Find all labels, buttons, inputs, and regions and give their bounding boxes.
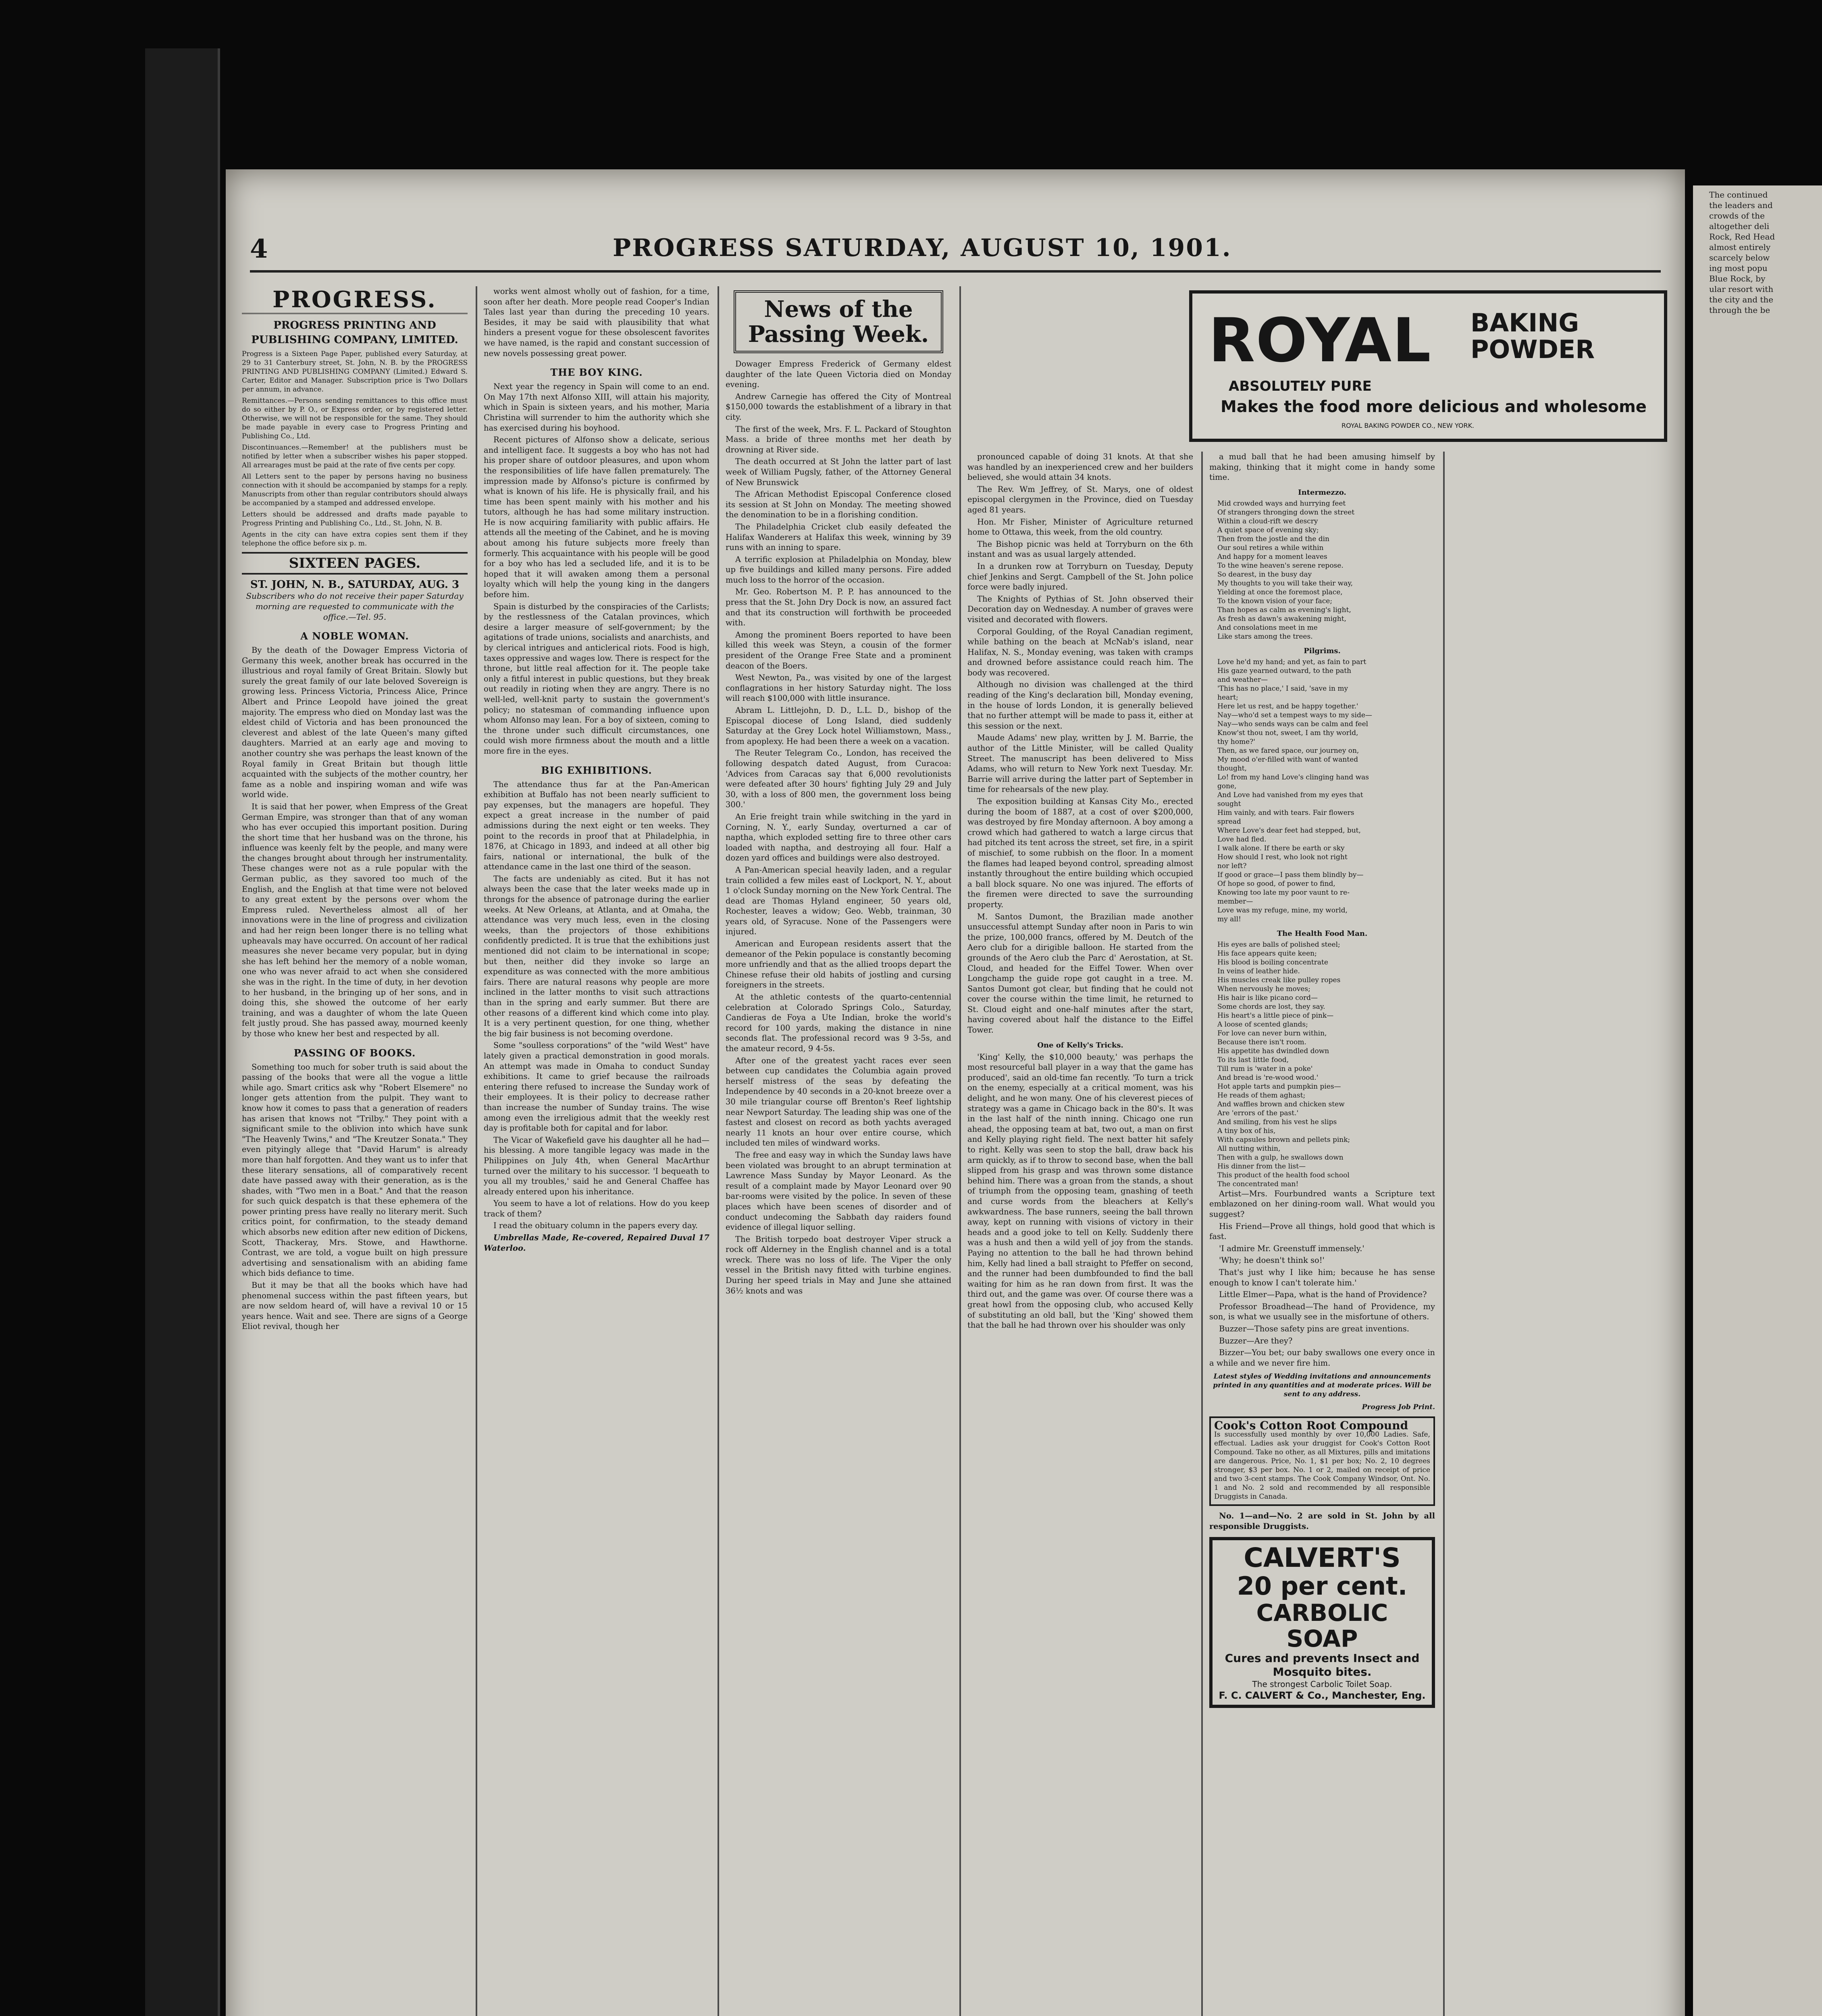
poem-line: Are 'errors of the past.'	[1217, 1109, 1299, 1117]
news-item: Mr. Geo. Robertson M. P. P. has announced to the press that the St. John Dry Dock is now, an assured fact and that its construction will forthwith be proceeded with.	[726, 587, 951, 628]
poem-line: With capsules brown and pellets pink;	[1217, 1135, 1350, 1144]
column-rule	[1443, 452, 1445, 2016]
ad-brand: CALVERT'S	[1244, 1542, 1401, 1574]
news-item: The first of the week, Mrs. F. L. Packard of Stoughton Mass. a bride of three months met her death by drowning at River side.	[726, 424, 951, 454]
notice: Remittances.—Persons sending remittances to this office must do so either by P. O., or Express order, or by registered letter. Otherwise, we will not be responsible for the same. They should be made payable in every case to Progress Printing and Publishing Co., Ltd.	[242, 397, 468, 440]
poem-line: Then from the jostle and the din	[1217, 535, 1329, 543]
poem-line: And Love had vanished from my eyes that	[1217, 791, 1363, 799]
news-item: The exposition building at Kansas City Mo., erected during the boom of 1887, at a cost of over $200,000, was destroyed by fire Monday afternoon. A boy among a crowd which had gathered to watch a large circus that had pitched its tent across the street, set fire, in a spirit of mischief, to some rubbish on the floor. In a moment the flames had leaped beyond control, spreading almost instantly throughout the entire building which occupied a ball block square. No one was injured. The efforts of the firemen were directed to save the surrounding property.	[967, 797, 1193, 909]
poem-line: Because there isn't room.	[1217, 1038, 1306, 1046]
article-heading: PASSING OF BOOKS.	[293, 1047, 416, 1059]
article-paragraph: The facts are undeniably as cited. But it has not always been the case that the later weeks made up in throngs for the absence of patronage during the earlier weeks. At New Orleans, at Atlanta, and at Omaha, the attendance was very much less, even in the closing weeks, than the projectors of those exhibitions confidently predicted. It is true that the exhibitions just mentioned did not claim to be international in scope; but then, neither did they invoke so large an expenditure as was connected with the more ambitious fairs. There are natural reasons why people are more inclined in the latter months to visit such attractions than in the spring and early summer. But there are other reasons of a different kind which come into play. It is a very pertinent question, for one thing, whether the big fair business is not becoming overdone.	[484, 874, 709, 1038]
poem-line: To the known vision of your face;	[1217, 597, 1333, 605]
news-item: pronounced capable of doing 31 knots. At that she was handled by an inexperienced crew and her builders believed, she would attain 34 knots.	[967, 452, 1193, 482]
adjacent-page-line: Rock, Red Head	[1709, 232, 1775, 242]
notice: Letters should be addressed and drafts made payable to Progress Printing and Publishing Co., Ltd., St. John, N. B.	[242, 510, 468, 527]
poem-line: His hair is like picano cord—	[1217, 993, 1318, 1002]
news-item: At the athletic contests of the quarto-centennial celebration at Colorado Springs Colo., Saturday, Candieras de Foya a Ute Indian, broke the world's record for 100 yards, making the distance in nine seconds flat. The professional record was 9 3-5s, and the amateur record, 9 4-5s.	[726, 992, 951, 1053]
news-item: The Reuter Telegram Co., London, has received the following despatch dated August, from Curacoa: 'Advices from Caracas say that 6,000 revolutionists were defeated after 30 hours' fighting July 29 and July 30, with a loss of 800 men, the government loss being 300.'	[726, 748, 951, 810]
poem-line: His heart's a little piece of pink—	[1217, 1011, 1334, 1020]
news-item: The death occurred at St John the latter part of last week of William Pugsly, father, of the Attorney General of New Brunswick	[726, 457, 951, 487]
poem-line: Nay—who sends ways can be calm and feel	[1217, 720, 1369, 728]
newspaper-page	[226, 169, 1685, 2016]
adjacent-page-line: The continued	[1709, 190, 1768, 200]
adjacent-page-line: crowds of the	[1709, 211, 1765, 221]
poem-line: gone,	[1217, 782, 1237, 790]
ad-strength: 20 per cent.	[1237, 1571, 1408, 1601]
poem-line: Yielding at once the foremost place,	[1217, 588, 1343, 596]
adjacent-page-line: almost entirely	[1709, 242, 1771, 252]
ad-company: ROYAL BAKING POWDER CO., NEW YORK.	[1342, 422, 1475, 429]
poem-heading: Pilgrims.	[1304, 646, 1341, 655]
cook-compound-ad	[1209, 1416, 1435, 1506]
news-item: After one of the greatest yacht races ever seen between cup candidates the Columbia again proved herself mistress of the seas by defeating the Independence by 40 seconds in a 20-knot breeze over a 30 mile triangular course off Brenton's Reef lightship near Newport Saturday. The leading ship was one of the fastest and closest on record as both yachts averaged nearly 11 knots an hour over entire course, which included ten miles of windward works.	[726, 1056, 951, 1148]
ad-note: No. 1—and—No. 2 are sold in St. John by all responsible Druggists.	[1209, 1511, 1435, 1531]
column-rule	[718, 286, 719, 2016]
article-paragraph: The Vicar of Wakefield gave his daughter all he had—his blessing. A more tangible legacy was made in the Philippines on July 4th, when General MacArthur turned over the military to his successor. 'I bequeath to you all my troubles,' said he and General Chaffee has already entered upon his inheritance.	[484, 1135, 709, 1196]
article-paragraph: I read the obituary column in the papers every day.	[493, 1221, 698, 1231]
ad-product	[1470, 310, 1595, 363]
news-item: A Pan-American special heavily laden, and a regular train collided a few miles east of Lockport, N. Y., about 1 o'clock Sunday morning on the New York Central. The dead are Thomas Hyland engineer, 50 years old, Rochester, leaves a widow; Geo. Webb, trainman, 30 years old, of Syracuse. None of the Passengers were injured.	[726, 865, 951, 937]
adjacent-page-text	[1693, 185, 1822, 315]
article-paragraph: The attendance thus far at the Pan-American exhibition at Buffalo has not been nearly sufficient to pay expenses, but the managers are hopeful. They expect a great increase in the number of paid admissions during the next eight or ten weeks. They point to the records in proof that at Philadelphia, in 1876, at Chicago in 1893, and indeed at all other big fairs, national or international, the bulk of the attendance came in the last one third of the season.	[484, 779, 709, 872]
adjacent-page-line: ular resort with	[1709, 284, 1774, 294]
poem-line: His muscles creak like pulley ropes	[1217, 976, 1341, 984]
article-paragraph: But it may be that all the books which have had phenomenal success within the past fifteen years, but are now seldom heard of, will have a revival 10 or 15 years hence. Wait and see. There are signs of a George Eliot revival, though her	[242, 1281, 468, 1331]
news-item: The British torpedo boat destroyer Viper struck a rock off Alderney in the English channel and is a total wreck. There was no loss of life. The Viper the only vessel in the British navy fitted with turbine engines. During her speed trials in May and June she attained 36½ knots and was	[726, 1234, 951, 1295]
notice: Agents in the city can have extra copies sent them if they telephone the office before six p. m.	[242, 531, 468, 548]
poem-line: When nervously he moves;	[1217, 985, 1310, 993]
adjacent-page-line: through the be	[1709, 305, 1770, 315]
poem-line: All nutting within,	[1217, 1144, 1281, 1153]
film-edge	[145, 48, 220, 2016]
poem-line: Within a cloud-rift we descry	[1217, 517, 1318, 525]
poem-line: Knowing too late my poor vaunt to re-	[1217, 888, 1350, 897]
article-heading: One of Kelly's Tricks.	[1037, 1041, 1123, 1050]
poem-line: A tiny box of his,	[1217, 1127, 1276, 1135]
adjacent-page-line: Blue Rock, by	[1709, 274, 1766, 283]
article-paragraph: Spain is disturbed by the conspiracies of the Carlists; by the restlessness of the Catalan provinces, which desire a larger measure of self-government; by the agitations of trade unions, socialists and anarchists, and by clerical intrigues and anticlerical riots. Food is high, taxes oppressive and wages low. There is respect for the throne, but little real affection for it. The people take only a fitful interest in public questions, but they break out readily in rioting when they are angry. There is no well-led, well-knit party to sustain the government's policy; no statesman of commanding influence upon whom Alfonso may lean. For a boy of sixteen, coming to the throne under such difficult circumstances, one could wish more firmness about the mouth and a little more fire in the eyes.	[484, 602, 709, 756]
poem-line: Some chords are lost, they say.	[1217, 1002, 1325, 1011]
joke: Artist—Mrs. Fourbundred wants a Scripture text emblazoned on her dining-room wall. What would you suggest?	[1209, 1189, 1435, 1219]
column-4	[967, 452, 1193, 2016]
adjacent-page-line: altogether deli	[1709, 221, 1770, 231]
ad-claim: Cures and prevents Insect and Mosquito bites.	[1225, 1652, 1420, 1679]
poem-line: In veins of leather hide.	[1217, 967, 1300, 975]
article-paragraph: You seem to have a lot of relations. How do you keep track of them?	[484, 1199, 709, 1218]
poem-line: The concentrated man!	[1217, 1180, 1299, 1188]
poem-line: I walk alone. If there be earth or sky	[1217, 844, 1345, 852]
poem-line: If good or grace—I pass them blindly by—	[1217, 871, 1364, 879]
poem-line: Love had fled.	[1217, 835, 1267, 843]
poem-line: Here let us rest, and be happy together.'	[1217, 702, 1358, 710]
poem-line: Love he'd my hand; and yet, as fain to part	[1217, 658, 1366, 666]
adjacent-page-edge	[1693, 185, 1822, 2016]
news-item: Maude Adams' new play, written by J. M. Barrie, the author of the Little Minister, will be called Quality Street. The manuscript has been delivered to Miss Adams, who will return to New York next Tuesday. Mr. Barrie will arrive during the latter part of September in time for rehearsals of the new play.	[967, 733, 1193, 794]
poem-line: Then, as we fared space, our journey on,	[1217, 746, 1359, 755]
poem-line: Of hope so good, of power to find,	[1217, 879, 1335, 888]
poem	[1217, 658, 1435, 924]
column-3	[726, 286, 951, 2016]
poem-line: Lo! from my hand Love's clinging hand was	[1217, 773, 1369, 781]
publisher-name: PROGRESS PRINTING AND PUBLISHING COMPANY, LIMITED.	[251, 319, 458, 346]
poem-line: Hot apple tarts and pumpkin pies—	[1217, 1082, 1341, 1091]
poem-line: His appetite has dwindled down	[1217, 1047, 1329, 1055]
poem-line: Till rum is 'water in a poke'	[1217, 1064, 1313, 1073]
news-item: The Knights of Pythias of St. John observed their Decoration day on Wednesday. A number of graves were visited and decorated with flowers.	[967, 594, 1193, 624]
poem-line: For love can never burn within,	[1217, 1029, 1327, 1037]
ad-product-line: BAKING	[1470, 308, 1579, 337]
poem-line: And waffles brown and chicken stew	[1217, 1100, 1345, 1108]
news-item: The free and easy way in which the Sunday laws have been violated was brought to an abrupt termination at Lawrence Mass Sunday by Mayor Leonard. As the result of a complaint made by Mayor Leonard over 90 bar-rooms were visited by the police. In seven of these places which have been scenes of disorder and of conduct undecoming the Sabbath day raiders found evidence of illegal liquor selling.	[726, 1150, 951, 1232]
ad-product: SOAP	[1286, 1625, 1358, 1653]
poem-heading: Intermezzo.	[1298, 488, 1346, 497]
news-item: The Philadelphia Cricket club easily defeated the Halifax Wanderers at Halifax this week, winning by 39 runs with an inning to spare.	[726, 522, 951, 552]
poem-line: my all!	[1217, 915, 1241, 923]
ad-signature: Progress Job Print.	[1362, 1403, 1435, 1412]
poem-line: And bread is 're-wood wood.'	[1217, 1073, 1319, 1082]
page-number: 4	[250, 234, 268, 264]
adjacent-page-line: the city and the	[1709, 295, 1774, 304]
classified-ad: Umbrellas Made, Re-covered, Repaired Duval 17 Waterloo.	[484, 1233, 709, 1253]
column-1	[242, 286, 468, 2016]
article-heading: A NOBLE WOMAN.	[300, 630, 409, 642]
poem-line: thy home?'	[1217, 737, 1255, 746]
article-paragraph: Something too much for sober truth is said about the passing of the books that were all the vogue a little while ago. Smart critics ask why "Robert Elsemere" no longer gets attention from the pulpit. They want to know how it comes to pass that a generation of readers has arisen that knows not "Trilby." They point with a significant smile to the oblivion into which have sunk "The Heavenly Twins," and "The Kreutzer Sonata." They even pityingly allege that "David Harum" is already more than half forgotten. And they want us to infer that these literary sensations, all of comparatively recent date have passed away with their generation, as is the shades, with "Two men in a Boat." And that the reason for such quick despatch is that these ephemera of the power printing press have really no literary merit. Such critics point, for confirmation, to the steady demand which absorbs new edition after new edition of Dickens, Scott, Thackeray, Mrs. Stowe, and Hawthorne. Contrast, we are told, a vogue built on high pressure advertising and sensationalism with an abiding fame which bids defiance to time.	[242, 1062, 468, 1278]
poem	[1217, 940, 1435, 1189]
poem-line: His face appears quite keen;	[1217, 949, 1317, 958]
poem-line: Know'st thou not, sweet, I am thy world,	[1217, 729, 1358, 737]
ad-maker: F. C. CALVERT & Co., Manchester, Eng.	[1219, 1690, 1426, 1702]
calvert-soap-ad	[1209, 1537, 1435, 1708]
poem-line: As fresh as dawn's awakening might,	[1217, 614, 1346, 623]
poem-line: To the wine heaven's serene repose.	[1217, 561, 1344, 570]
ad-brand: ROYAL	[1208, 306, 1432, 376]
poem-line: His blood is boiling concentrate	[1217, 958, 1328, 966]
notice: Discontinuances.—Remember! at the publishers must be notified by letter when a subscriber wishes his paper stopped. All arrearages must be paid at the rate of five cents per copy.	[242, 444, 468, 469]
poem-line: My thoughts to you will take their way,	[1217, 579, 1353, 587]
poem-line: And happy for a moment leaves	[1217, 552, 1327, 561]
news-item: In a drunken row at Torryburn on Tuesday, Deputy chief Jenkins and Sergt. Campbell of the St. John police force were badly injured.	[967, 561, 1193, 592]
page-title: PROGRESS SATURDAY, AUGUST 10, 1901.	[613, 234, 1232, 262]
joke: His Friend—Prove all things, hold good that which is fast.	[1209, 1221, 1435, 1241]
news-item: Andrew Carnegie has offered the City of Montreal $150,000 towards the establishment of a library in that city.	[726, 392, 951, 422]
column-2	[484, 286, 709, 2016]
poem-line: heart;	[1217, 693, 1238, 702]
poem-line: Where Love's dear feet had stepped, but,	[1217, 826, 1361, 835]
poem-line: 'This has no place,' I said, 'save in my	[1217, 684, 1348, 693]
poem-line: And smiling, from his vest he slips	[1217, 1118, 1337, 1126]
news-item: M. Santos Dumont, the Brazilian made another unsuccessful attempt Sunday after noon in Paris to win the prize, 100,000 francs, offered by M. Deutch of the Aero club for a dirigible balloon. He started from the grounds of the Aero club the Parc d' Aerostation, at St. Cloud, and headed for the Eiffel Tower. When over Longchamp the guide rope got caught in a tree. M. Santos Dumont got clear, but finding that he could not cover the course within the time limit, he returned to St. Cloud eight and one-half minutes after the start, having covered about half the distance to the Eiffel Tower.	[967, 912, 1193, 1035]
poem-line: To its last little food,	[1217, 1056, 1289, 1064]
poem-line: His eyes are balls of polished steel;	[1217, 940, 1340, 949]
news-item: The African Methodist Episcopal Conference closed its session at St John on Monday. The meeting showed the denomination to be in a florishing condition.	[726, 489, 951, 520]
poem-line: spread	[1217, 817, 1241, 826]
article-paragraph: Next year the regency in Spain will come to an end. On May 17th next Alfonso XIII, will attain his majority, which in Spain is sixteen years, and his mother, Maria Christina will surrender to him the authority which she has exercised during his boyhood.	[484, 382, 709, 433]
poem-line: Mid crowded ways and hurrying feet	[1217, 499, 1346, 508]
column-5	[1209, 452, 1435, 2016]
poem-line: sought	[1217, 800, 1241, 808]
ad-product: CARBOLIC	[1256, 1599, 1388, 1627]
royal-baking-powder-ad	[1189, 290, 1667, 442]
ad-subtitle: ABSOLUTELY PURE	[1229, 378, 1372, 394]
poem-line: nor left?	[1217, 862, 1247, 870]
column-rule	[1201, 452, 1203, 2016]
article-paragraph: 'King' Kelly, the $10,000 beauty,' was perhaps the most resourceful ball player in a way that the game has produced', said an old-time fan recently. 'To turn a trick on the enemy, especially at a critical moment, was his delight, and he won many. One of his cleverest pieces of strategy was a game in Chicago back in the 80's. It was in the last half of the ninth inning. Chicago one run ahead, the opposing team at bat, two out, a man on first and Kelly playing right field. The next batter hit safely to right. Kelly was seen to stop the ball, draw back his arm quickly, as if to throw to second base, when the ball slipped from his grasp and was thrown some distance behind him. There was a groan from the stands, a shout of triumph from the opposing team, gnashing of teeth and curse words from the bleachers at Kelly's awkwardness. The base runners, seeing the ball thrown away, kept on running with visions of victory in their heads and a good joke to tell on Kelly. Suddenly there was a hush and then a wild yell of joy from the stands. Paying no attention to the ball he had thrown behind him, Kelly had lined a ball straight to Pfeffer on second, and the runner had been dumbfounded to find the ball waiting for him as he ran down from first. It was the third out, and the game was over. Of course there was a great howl from the opposing club, who accused Kelly of substituting an old ball, but the 'King' showed them that the ball he had thrown over his shoulder was only	[967, 1052, 1193, 1330]
page-header	[250, 234, 1661, 273]
poem-line: Nay—who'd set a tempest ways to my side—	[1217, 711, 1372, 719]
news-item: Abram L. Littlejohn, D. D., L.L. D., bishop of the Episcopal diocese of Long Island, died suddenly Saturday at the Grey Lock hotel Williamstown, Mass., from apoplexy. He had been there a week on a vacation.	[726, 706, 951, 746]
news-item: Dowager Empress Frederick of Germany eldest daughter of the late Queen Victoria died on Monday evening.	[726, 359, 951, 389]
poem-line: Then with a gulp, he swallows down	[1217, 1153, 1344, 1162]
news-item: The Rev. Wm Jeffrey, of St. Marys, one of oldest episcopal clergymen in the Province, died on Tuesday aged 81 years.	[967, 484, 1193, 514]
poem-line: Our soul retires a while within	[1217, 544, 1324, 552]
news-box-heading: News of the Passing Week.	[734, 290, 943, 353]
ad-title: Cook's Cotton Root Compound	[1214, 1419, 1408, 1433]
news-item: Corporal Goulding, of the Royal Canadian regiment, while bathing on the beach at McNab's island, near Halifax, N. S., Monday evening, was taken with cramps and drowned before assistance could reach him. The body was recovered.	[967, 627, 1193, 677]
news-item: The Bishop picnic was held at Torryburn on the 6th instant and was as usual largely attended.	[967, 539, 1193, 559]
notice: All Letters sent to the paper by persons having no business connection with it should be accompanied by stamps for a reply. Manuscripts from other than regular contributors should always be accompanied by a stamped and addressed envelope.	[242, 473, 468, 507]
ad-product-line: POWDER	[1470, 335, 1595, 364]
poem-line: Love was my refuge, mine, my world,	[1217, 906, 1348, 914]
article-heading: THE BOY KING.	[550, 367, 643, 379]
article-heading: BIG EXHIBITIONS.	[541, 764, 652, 776]
poem-line: His gaze yearned outward, to the path	[1217, 666, 1352, 675]
news-item: American and European residents assert that the demeanor of the Pekin populace is constantly becoming more unfriendly and that as the allied troops depart the Chinese refuse their old habits of jostling and cursing foreigners in the streets.	[726, 939, 951, 990]
column-rule	[476, 286, 477, 2016]
joke: Buzzer—Those safety pins are great inventions.	[1219, 1324, 1409, 1333]
joke: Buzzer—Are they?	[1219, 1336, 1293, 1345]
news-item: A terrific explosion at Philadelphia on Monday, blew up five buildings and killed many persons. Fire added much loss to the horror of the occasion.	[726, 554, 951, 585]
poem-line: My mood o'er-filled with want of wanted	[1217, 755, 1358, 764]
poem-line: His dinner from the list—	[1217, 1162, 1306, 1170]
dateline: ST. JOHN, N. B., SATURDAY, AUG. 3	[250, 579, 460, 591]
poem-line: He reads of them aghast;	[1217, 1091, 1306, 1100]
news-item: West Newton, Pa., was visited by one of the largest conflagrations in her history Saturday night. The loss will reach $100,000 with little insurance.	[726, 673, 951, 703]
poem-line: How should I rest, who look not right	[1217, 853, 1348, 861]
adjacent-page-line: scarcely below	[1709, 253, 1770, 262]
article-paragraph: It is said that her power, when Empress of the Great German Empire, was stronger than that of any woman who has ever occupied this important position. During the short time that her husband was on the throne, his influence was keenly felt by the people, and many were the changes brought about through her instrumentality. These changes were not as a rule popular with the German public, as they savored too much of the English, and the English at that time were not beloved to any great extent by the persons over whom the Empress ruled. Nevertheless almost all of her innovations were in the line of progress and civilization and had her reign been longer there is no telling what upheavals may have occurred. On account of her radical measures she never became very popular, but in dying she has left behind her the memory of a noble woman, one who was never afraid to act when she considered she was in the right. In the time of duty, in her devotion to her husband, in the bringing up of her sons, and in doing this, she showed the outcome of her early training, and was a daughter of whom the late Queen felt justly proud. She has passed away, mourned keenly by those who knew her best and respected by all.	[242, 802, 468, 1038]
poem-line: and weather—	[1217, 675, 1268, 684]
joke: That's just why I like him; because he has sense enough to know I can't tolerate him.'	[1209, 1267, 1435, 1287]
poem-line: Him vainly, and with tears. Fair flowers	[1217, 808, 1354, 817]
article-paragraph: By the death of the Dowager Empress Victoria of Germany this week, another break has occurred in the illustrious and royal family of Great Britain. Slowly but surely the great family of our late beloved Sovereign is growing less. Princess Victoria, Princess Alice, Prince Albert and Prince Leopold have joined the great majority. The empress who died on Monday last was the eldest child of Victoria and has been pronounced the cleverest and ablest of the late Queen's many gifted daughters. Married at an early age and moving to another country she was perhaps the least known of the Royal family in Great Britain but though little acquainted with the subjects of the mother country, her fame as a noble and inspiring woman and wife was world wide.	[242, 646, 468, 800]
article-paragraph: a mud ball that he had been amusing himself by making, thinking that it might come in handy some time.	[1209, 452, 1435, 482]
column-6	[1451, 452, 1677, 2016]
ad-claim: The strongest Carbolic Toilet Soap.	[1252, 1679, 1392, 1689]
poem-line: member—	[1217, 897, 1253, 906]
poem	[1217, 499, 1435, 641]
joke: 'Why; he doesn't think so!'	[1219, 1256, 1325, 1265]
news-item: Hon. Mr Fisher, Minister of Agriculture returned home to Ottawa, this week, from the old country.	[967, 517, 1193, 537]
wedding-invitation-ad: Latest styles of Wedding invitations and announcements printed in any quantities and at moderate prices. Will be sent to any address.	[1213, 1372, 1431, 1399]
notice: Progress is a Sixteen Page Paper, published every Saturday, at 29 to 31 Canterbury street, St. John, N. B. by the PROGRESS PRINTING AND PUBLISHING COMPANY (Limited.) Edward S. Carter, Editor and Manager. Subscription price is Two Dollars per annum, in advance.	[242, 350, 468, 394]
news-item: Although no division was challenged at the third reading of the King's declaration bill, Monday evening, in the house of lords London, it is generally believed that no further attempt will be made to pass it, either at this session or the next.	[967, 680, 1193, 731]
adjacent-page-line: the leaders and	[1709, 200, 1773, 210]
poem-line: Than hopes as calm as evening's light,	[1217, 606, 1351, 614]
joke: Little Elmer—Papa, what is the hand of Providence?	[1219, 1290, 1427, 1300]
adjacent-page-line: ing most popu	[1709, 263, 1768, 273]
poem-line: thought,	[1217, 764, 1247, 773]
ad-slogan: Makes the food more delicious and wholesome	[1221, 398, 1647, 416]
masthead: PROGRESS.	[242, 286, 468, 314]
poem-line: A quiet space of evening sky;	[1217, 526, 1319, 534]
joke: 'I admire Mr. Greenstuff immensely.'	[1219, 1243, 1364, 1253]
poem-heading: The Health Food Man.	[1277, 929, 1368, 938]
poem-line: Of strangers thronging down the street	[1217, 508, 1355, 516]
joke: Bizzer—You bet; our baby swallows one every once in a while and we never fire him.	[1209, 1348, 1435, 1368]
article-paragraph: Recent pictures of Alfonso show a delicate, serious and intelligent face. It suggests a boy who has not had his proper share of outdoor pleasures, and upon whom the responsibilities of life have fallen prematurely. The impression made by Alfonso's picture is confirmed by what is known of his life. He is physically frail, and his time has been spent mainly with his mother and his tutors, although he has had some military instruction. He is now acquiring familiarity with public affairs. He attends all the meeting of the Cabinet, and he is moving about among his future subjects more freely than formerly. This acquaintance with his people will be good for a boy who has led a secluded life, and it is to be hoped that it will awaken among them a personal loyalty which will help the young king in the dangers before him.	[484, 435, 709, 600]
poem-line: Like stars among the trees.	[1217, 632, 1313, 641]
poem-line: So dearest, in the busy day	[1217, 570, 1312, 579]
sixteen-pages: SIXTEEN PAGES.	[242, 552, 468, 575]
subscriber-note: Subscribers who do not receive their paper Saturday morning are requested to communicate with the office.—Tel. 95.	[246, 591, 464, 622]
news-item: Among the prominent Boers reported to have been killed this week was Steyn, a cousin of the former president of the Orange Free State and a prominent deacon of the Boers.	[726, 630, 951, 671]
poem-line: This product of the health food school	[1217, 1171, 1350, 1179]
article-paragraph: Some "soulless corporations" of the "wild West" have lately given a practical demonstration in good morals. An attempt was made in Omaha to conduct Sunday exhibitions. It came to grief because the railroads entering there refused to increase the Sunday work of their employees. It is their policy to decrease rather than increase the number of Sunday trains. The wise among even the irreligious admit that the weekly rest day is profitable both for capital and for labor.	[484, 1041, 709, 1133]
news-item: An Erie freight train while switching in the yard in Corning, N. Y., early Sunday, overturned a car of naptha, which exploded setting fire to three other cars loaded with naptha, and destroying all four. Half a dozen yard offices and buildings were also destroyed.	[726, 812, 951, 863]
ad-body: Is successfully used monthly by over 10,000 Ladies. Safe, effectual. Ladies ask your druggist for Cook's Cotton Root Compound. Take no other, as all Mixtures, pills and imitations are dangerous. Price, No. 1, $1 per box; No. 2, 10 degrees stronger, $3 per box. No. 1 or 2, mailed on receipt of price and two 3-cent stamps. The Cook Company Windsor, Ont. No. 1 and No. 2 sold and recommended by all responsible Druggists in Canada.	[1214, 1431, 1430, 1501]
article-paragraph: works went almost wholly out of fashion, for a time, soon after her death. More people read Cooper's Indian Tales last year than during the preceding 10 years. Besides, it may be said with plausibility that what hinders a present vogue for these obsolescent favorites we have named, is the rapid and constant succession of new novels possessing great power.	[484, 287, 709, 358]
column-rule	[959, 286, 961, 2016]
poem-line: A loose of scented glands;	[1217, 1020, 1308, 1029]
poem-line: And consolations meet in me	[1217, 623, 1318, 632]
joke: Professor Broadhead—The hand of Providence, my son, is what we usually see in the misfortune of others.	[1209, 1302, 1435, 1322]
